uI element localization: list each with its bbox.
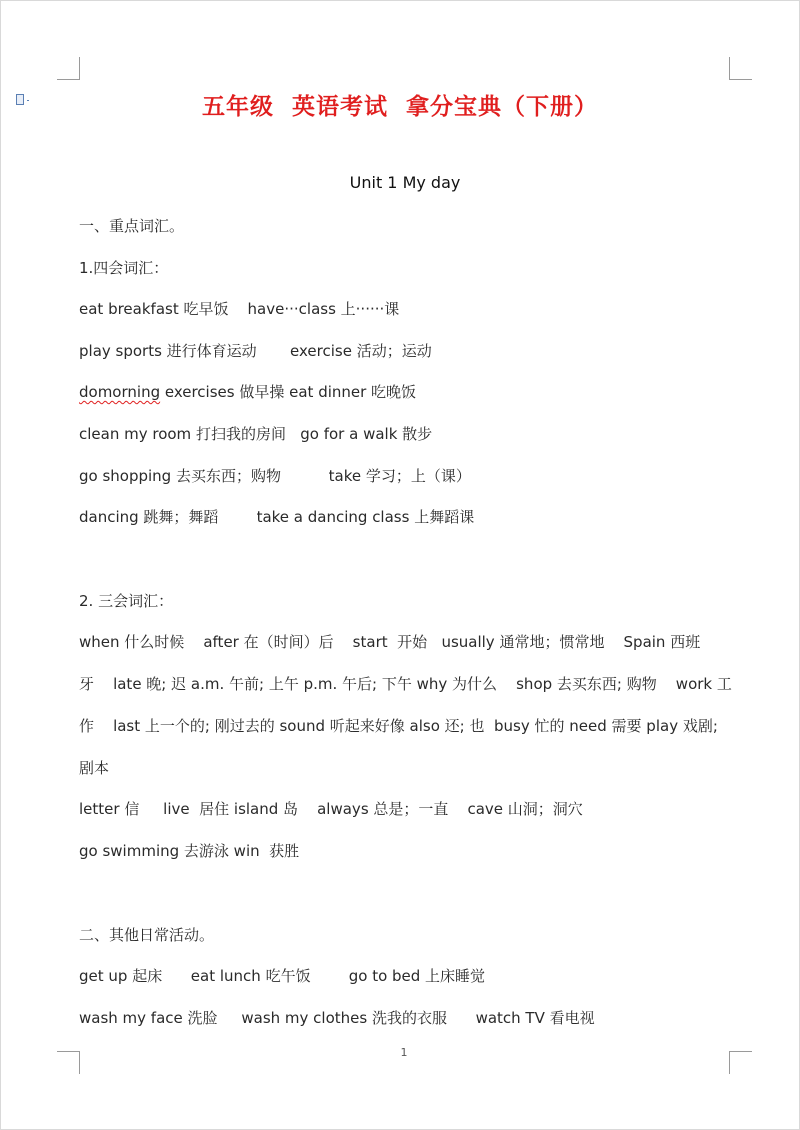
document-title: 五年级 英语考试 拿分宝典（下册） [201,94,599,120]
vocab-line: letter 信 live 居住 island 岛 always 总是；一直 cave 山洞；洞穴 [79,800,583,818]
vocab-line: wash my face 洗脸 wash my clothes 洗我的衣服 watch TV 看电视 [79,1009,595,1027]
vocab-text: exercises 做早操 [160,383,290,401]
subheading-three-skill: 2. 三会词汇： [79,592,174,610]
vocab-line [79,382,416,402]
vocab-line: 作 last 上一个的; 刚过去的 sound 听起来好像 also 还; 也 busy 忙的 need 需要 play 戏剧; [79,717,718,735]
page-number: 1 [400,1046,408,1059]
vocab-line: 剧本 [79,759,110,777]
vocab-line: get up 起床 eat lunch 吃午饭 go to bed 上床睡觉 [79,967,486,985]
vocab-line: go swimming 去游泳 win 获胜 [79,842,300,860]
spellcheck-word: domorning [79,383,161,401]
section-heading-daily: 二、其他日常活动。 [79,926,215,944]
section-heading-key-vocab: 一、重点词汇。 [79,217,185,235]
vocab-line: dancing 跳舞；舞蹈 take a dancing class 上舞蹈课 [79,508,475,526]
vocab-line: when 什么时候 after 在（时间）后 start 开始 usually 通常地；惯常地 Spain 西班 [79,633,701,651]
vocab-line: 牙 late 晚; 迟 a.m. 午前; 上午 p.m. 午后; 下午 why 为什么 shop 去买东西; 购物 work 工 [79,675,732,693]
vocab-line: clean my room 打扫我的房间 go for a walk 散步 [79,425,433,443]
corner-mark-top-left [57,57,80,80]
vocab-line: play sports 进行体育运动 exercise 活动；运动 [79,342,432,360]
corner-mark-top-right [729,57,752,80]
vocab-text: eat dinner 吃晚饭 [289,383,417,401]
vocab-line: eat breakfast 吃早饭 have···class 上······课 [79,300,400,318]
subheading-four-skill: 1.四会词汇： [79,259,169,277]
unit-title: Unit 1 My day [349,173,461,192]
vocab-line: go shopping 去买东西；购物 take 学习；上（课） [79,467,471,485]
